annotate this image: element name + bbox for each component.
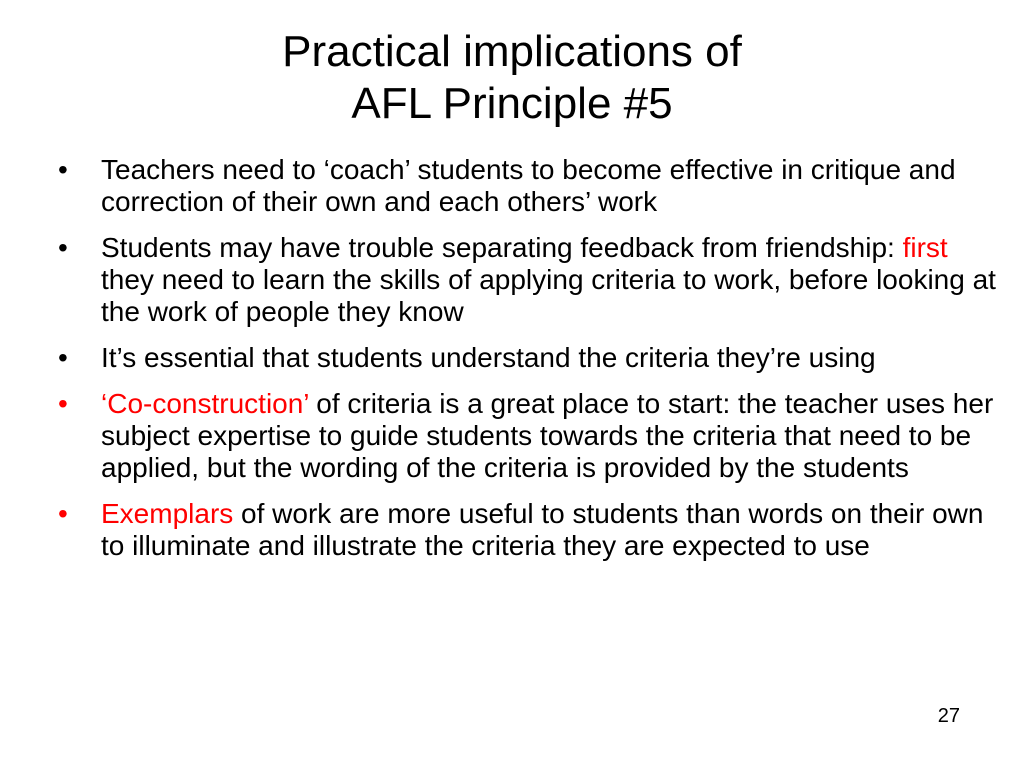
slide-title-line-2: AFL Principle #5 [351, 79, 673, 128]
bullet-item-feedback-friendship [58, 232, 998, 328]
bullet-dot-icon: • [58, 154, 68, 185]
page-number: 27 [937, 705, 960, 727]
slide-title-line-1: Practical implications of [282, 27, 742, 76]
bullet-list [58, 154, 998, 576]
bullet-item-exemplars [58, 498, 998, 562]
bullet-text: It’s essential that students understand the criteria they’re using [101, 342, 876, 373]
bullet-dot-icon: • [58, 498, 68, 529]
bullet-highlight-exemplars: Exemplars [101, 498, 234, 529]
bullet-text-after: of work are more useful to students than words on their own to illuminate and illustrate the criteria they are expected to use [101, 498, 984, 561]
bullet-dot-icon: • [58, 232, 68, 263]
bullet-highlight-first: first [902, 232, 948, 263]
bullet-highlight-co-construction: ‘Co-construction’ [101, 388, 309, 419]
bullet-text-after: they need to learn the skills of applying criteria to work, before looking at the work of people they know [101, 264, 996, 327]
bullet-dot-icon: • [58, 388, 68, 419]
bullet-dot-icon: • [58, 342, 68, 373]
bullet-text: Teachers need to ‘coach’ students to become effective in critique and correction of their own and each others’ work [101, 154, 956, 217]
bullet-item-understand-criteria [58, 342, 998, 374]
slide-title [0, 26, 1024, 130]
bullet-item-co-construction [58, 388, 998, 484]
bullet-text-after: of criteria is a great place to start: the teacher uses her subject expertise to guide students towards the criteria that need to be applied, but the wording of the criteria is provided by the students [101, 388, 994, 483]
bullet-text-before: Students may have trouble separating feedback from friendship: [101, 232, 903, 263]
bullet-item-coach [58, 154, 998, 218]
